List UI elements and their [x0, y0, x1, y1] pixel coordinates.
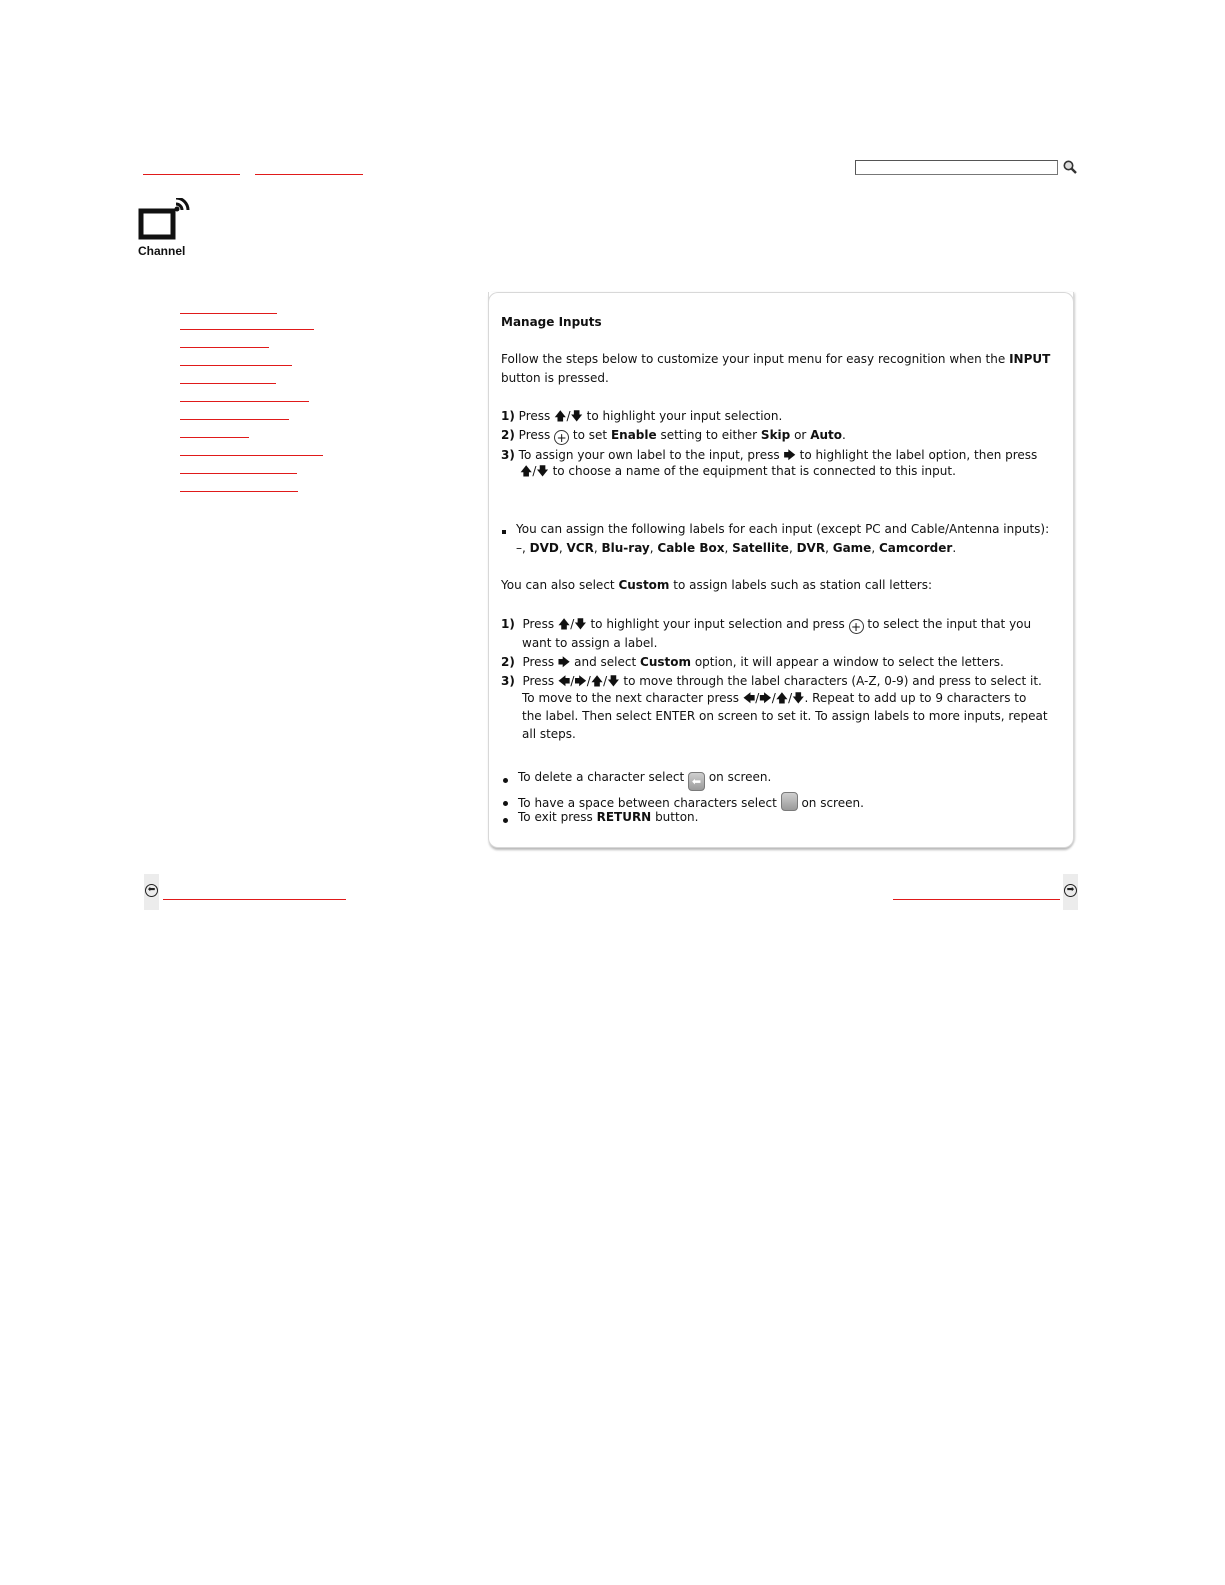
- arrow-down-icon: 🡇: [607, 674, 620, 688]
- sidebar-link[interactable]: [180, 337, 269, 348]
- intro-line-1: Follow the steps below to customize your input menu for easy recognition when the INPUT: [501, 352, 1051, 366]
- bullet-dot: [503, 818, 508, 823]
- custom-step-3-line-2: To move to the next character press 🡄/🡆/🡅/🡇. Repeat to add up to 9 characters to: [522, 691, 1027, 705]
- arrow-up-icon: 🡅: [520, 464, 533, 478]
- space-char-tip: To have a space between characters select on screen.: [518, 792, 864, 812]
- custom-step-1-line-2: want to assign a label.: [522, 636, 658, 650]
- arrow-down-icon: 🡇: [536, 464, 549, 478]
- arrow-down-icon: 🡇: [792, 691, 805, 705]
- custom-step-3-line-3: the label. Then select ENTER on screen to set it. To assign labels to more inputs, repeat: [522, 709, 1048, 723]
- sidebar-link[interactable]: [180, 355, 292, 366]
- arrow-left-icon: ⬅: [145, 884, 158, 897]
- content-panel-top: [488, 292, 1074, 307]
- arrow-right-icon: 🡆: [759, 691, 772, 705]
- arrow-left-icon: 🡄: [557, 674, 571, 688]
- search-input[interactable]: [855, 160, 1058, 175]
- bullet-dot: [503, 801, 508, 806]
- sidebar-link[interactable]: [180, 463, 297, 474]
- backspace-key-icon: ⬅: [688, 772, 705, 791]
- exit-tip: To exit press RETURN button.: [518, 810, 699, 824]
- arrow-left-icon: 🡄: [742, 691, 756, 705]
- enter-plus-icon: +: [849, 619, 864, 634]
- arrow-up-icon: 🡅: [775, 691, 789, 705]
- prev-page-button[interactable]: [144, 874, 159, 910]
- custom-step-1: 1) Press 🡅/🡇 to highlight your input selection and press + to select the input that you: [501, 617, 1032, 634]
- sidebar-link[interactable]: [180, 303, 277, 314]
- custom-step-3-line-4: all steps.: [522, 727, 576, 741]
- sidebar-link[interactable]: [180, 319, 314, 330]
- arrow-right-icon: ➡: [1064, 884, 1077, 897]
- arrow-up-icon: 🡅: [590, 674, 604, 688]
- arrow-right-icon: 🡆: [574, 674, 587, 688]
- step-3-line-2: 🡅/🡇 to choose a name of the equipment that is connected to this input.: [520, 464, 956, 478]
- sidebar-link[interactable]: [180, 481, 298, 492]
- arrow-down-icon: 🡇: [574, 617, 587, 631]
- bullet-square: [502, 530, 506, 534]
- enter-plus-icon: +: [554, 430, 569, 445]
- custom-intro: You can also select Custom to assign labels such as station call letters:: [501, 578, 933, 592]
- search-icon[interactable]: [1062, 159, 1078, 175]
- step-1: 1) Press 🡅/🡇 to highlight your input selection.: [501, 409, 783, 423]
- step-2: 2) Press + to set Enable setting to either Skip or Auto.: [501, 428, 846, 445]
- custom-step-2: 2) Press 🡆 and select Custom option, it will appear a window to select the letters.: [501, 655, 1004, 669]
- space-key-icon: [781, 792, 798, 811]
- arrow-up-icon: 🡅: [554, 409, 567, 423]
- note-line-1: You can assign the following labels for each input (except PC and Cable/Antenna inputs):: [516, 522, 1050, 536]
- panel-title: Manage Inputs: [501, 315, 602, 329]
- arrow-right-icon: 🡆: [783, 448, 796, 462]
- step-3: 3) To assign your own label to the input, press 🡆 to highlight the label option, then press: [501, 448, 1038, 462]
- logo-label: Channel: [138, 244, 186, 258]
- intro-line-2: button is pressed.: [501, 371, 609, 385]
- sidebar-link[interactable]: [180, 373, 276, 384]
- custom-step-3: 3) Press 🡄/🡆/🡅/🡇 to move through the label characters (A-Z, 0-9) and press to select it.: [501, 674, 1042, 688]
- sidebar-link[interactable]: [180, 427, 249, 438]
- breadcrumb-link-2[interactable]: [255, 162, 363, 175]
- sidebar-link[interactable]: [180, 409, 289, 420]
- sidebar-link[interactable]: [180, 391, 309, 402]
- arrow-right-icon: 🡆: [557, 655, 571, 669]
- next-page-button[interactable]: [1063, 874, 1078, 910]
- label-options: –, DVD, VCR, Blu-ray, Cable Box, Satellite, DVR, Game, Camcorder.: [516, 541, 957, 555]
- next-page-link[interactable]: [893, 889, 1060, 900]
- bullet-dot: [503, 778, 508, 783]
- delete-char-tip: To delete a character select ⬅ on screen.: [518, 769, 771, 791]
- arrow-down-icon: 🡇: [570, 409, 583, 423]
- prev-page-link[interactable]: [163, 889, 346, 900]
- breadcrumb-link-1[interactable]: [143, 162, 240, 175]
- sidebar-link[interactable]: [180, 445, 323, 456]
- arrow-up-icon: 🡅: [557, 617, 571, 631]
